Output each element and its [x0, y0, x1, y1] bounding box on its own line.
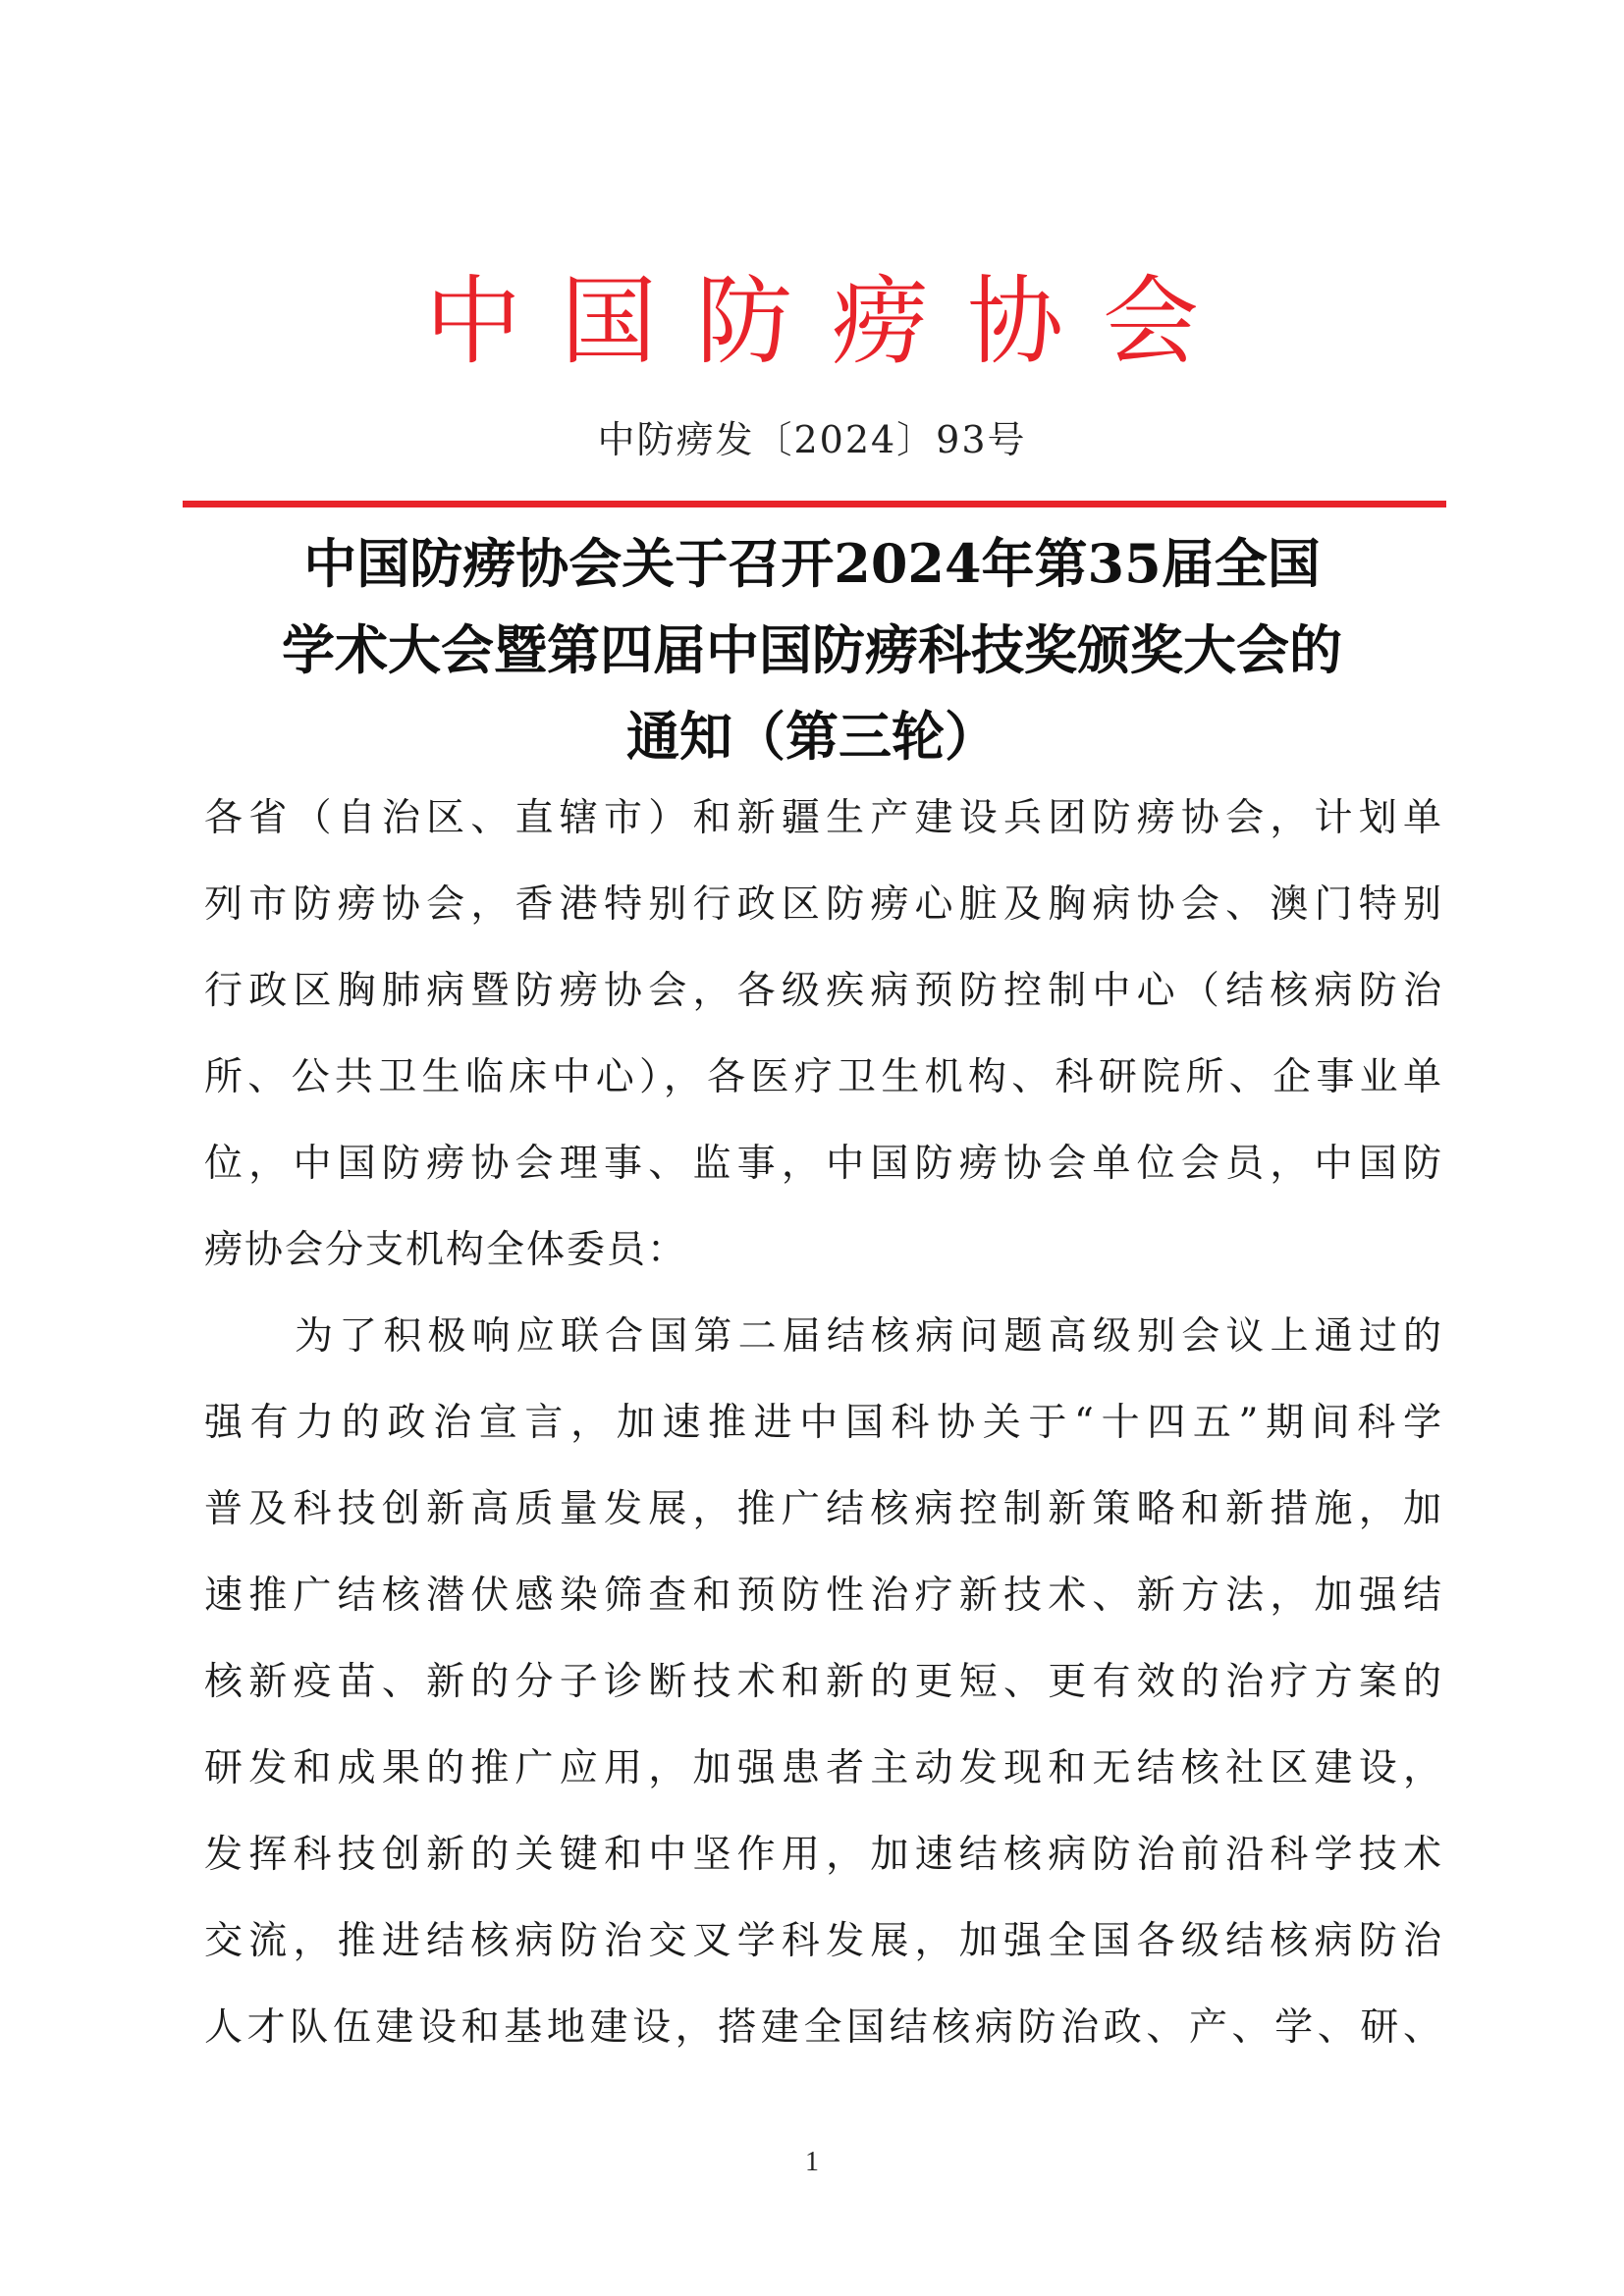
paragraph-line: 研发和成果的推广应用，加强患者主动发现和无结核社区建设， [204, 1746, 1443, 1790]
paragraph-line: 强有力的政治宣言，加速推进中国科协关于“十四五”期间科学 [204, 1401, 1443, 1445]
paragraph-line: 为了积极响应联合国第二届结核病问题高级别会议上通过的 [295, 1314, 1443, 1359]
addressee-line: 列市防痨协会，香港特别行政区防痨心脏及胸病协会、澳门特别 [204, 882, 1443, 927]
addressee-line: 行政区胸肺病暨防痨协会，各级疾病预防控制中心（结核病防治 [204, 969, 1443, 1013]
addressee-block [204, 775, 1443, 1294]
title-line: 学术大会暨第四届中国防痨科技奖颁奖大会的 [282, 618, 1342, 681]
paragraph-line: 发挥科技创新的关键和中坚作用，加速结核病防治前沿科学技术 [204, 1833, 1443, 1877]
paragraph-line: 核新疫苗、新的分子诊断技术和新的更短、更有效的治疗方案的 [204, 1660, 1443, 1704]
addressee-line: 所、公共卫生临床中心），各医疗卫生机构、科研院所、企事业单 [204, 1055, 1443, 1099]
title-line: 通知（第三轮） [626, 705, 998, 768]
document-number: 中防痨发〔2024〕93号 [597, 418, 1027, 461]
addressee-line: 各省（自治区、直辖市）和新疆生产建设兵团防痨协会，计划单 [204, 796, 1443, 840]
paragraph-line: 交流，推进结核病防治交叉学科发展，加强全国各级结核病防治 [204, 1919, 1443, 1963]
red-divider-line [183, 501, 1446, 507]
addressee-line: 位，中国防痨协会理事、监事，中国防痨协会单位会员，中国防 [204, 1142, 1443, 1186]
paragraph-line: 人才队伍建设和基地建设，搭建全国结核病防治政、产、学、研、 [204, 2005, 1443, 2050]
paragraph-1 [204, 1294, 1443, 2071]
paragraph-line: 速推广结核潜伏感染筛查和预防性治疗新技术、新方法，加强结 [204, 1574, 1443, 1618]
page-number: 1 [805, 2147, 819, 2177]
notice-body [204, 775, 1443, 2071]
paragraph-line: 普及科技创新高质量发展，推广结核病控制新策略和新措施，加 [204, 1487, 1443, 1531]
notice-title [167, 520, 1457, 779]
organization-header: 中国防痨协会 [424, 266, 1238, 378]
title-line: 中国防痨协会关于召开2024年第35届全国 [303, 532, 1321, 595]
addressee-line: 痨协会分支机构全体委员： [204, 1228, 688, 1272]
